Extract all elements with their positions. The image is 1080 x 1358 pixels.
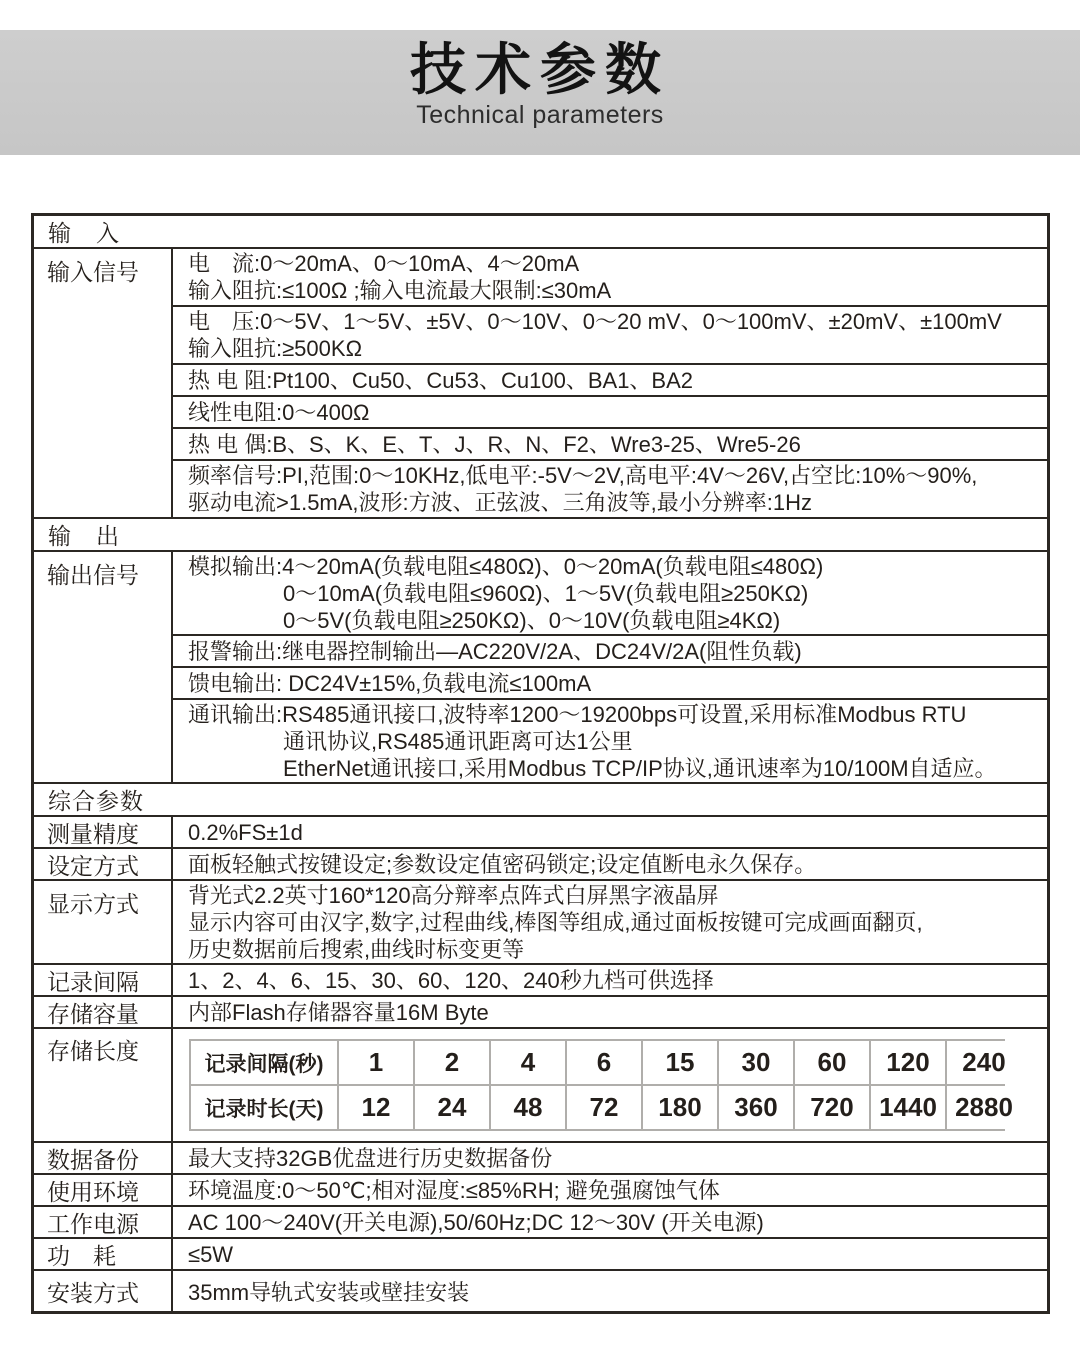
record-interval-content [173, 965, 1047, 995]
inner-row1-cell: 30 [719, 1041, 793, 1084]
comm-output-line-2: 通讯协议,RS485通讯距离可达1公里 [283, 728, 633, 754]
section-header-output [34, 517, 1047, 550]
backup-content [173, 1143, 1047, 1173]
row-record-interval [34, 963, 1047, 995]
subrow-alarm-output [173, 634, 1047, 666]
voltage-range-line: 电 压:0～5V、1～5V、±5V、0～10V、0～20 mV、0～100mV、±20mV、±100mV [188, 309, 1002, 334]
frequency-line-1: 频率信号:PI,范围:0～10KHz,低电平:-5V～2V,高电平:4V～26V,占空比:10%～90%, [188, 463, 978, 488]
inner-row1-cell: 1 [339, 1041, 413, 1084]
storage-length-table [189, 1039, 1013, 1131]
row-storage-capacity [34, 995, 1047, 1027]
subrow-thermocouple [173, 427, 1047, 459]
storage-length-content [173, 1029, 1047, 1141]
subrow-voltage [173, 305, 1047, 363]
subrow-frequency [173, 459, 1047, 517]
record-interval-value: 1、2、4、6、15、30、60、120、240秒九档可供选择 [188, 967, 714, 993]
row-input-signal [34, 247, 1047, 517]
environment-value: 环境温度:0～50℃;相对湿度:≤85%RH; 避免强腐蚀气体 [188, 1177, 720, 1203]
spec-table [31, 213, 1050, 1314]
row-output-signal [34, 550, 1047, 782]
consumption-label: 功 耗 [34, 1239, 173, 1269]
inner-row2-cell: 180 [643, 1086, 717, 1129]
record-interval-label: 记录间隔 [34, 965, 173, 995]
current-impedance-line: 输入阻抗:≤100Ω ;输入电流最大限制:≤30mA [188, 278, 612, 303]
storage-capacity-value: 内部Flash存储器容量16M Byte [188, 999, 489, 1025]
display-content [173, 881, 1047, 963]
row-setting [34, 847, 1047, 879]
inner-row1-header: 记录间隔(秒) [191, 1041, 337, 1084]
row-accuracy [34, 815, 1047, 847]
subrow-rtd [173, 363, 1047, 395]
inner-row1-cell: 2 [415, 1041, 489, 1084]
comm-output-line-3: EtherNet通讯接口,采用Modbus TCP/IP协议,通讯速率为10/100M自适应。 [283, 755, 997, 781]
subrow-feed-output [173, 666, 1047, 698]
row-backup [34, 1141, 1047, 1173]
inner-row2-cell: 48 [491, 1086, 565, 1129]
inner-row1-cell: 240 [947, 1041, 1021, 1084]
thermocouple-line: 热 电 偶:B、S、K、E、T、J、R、N、F2、Wre3-25、Wre5-26 [188, 431, 801, 457]
inner-row1-cell: 15 [643, 1041, 717, 1084]
inner-row2-cell: 1440 [871, 1086, 945, 1129]
inner-row1-cell: 6 [567, 1041, 641, 1084]
input-signal-label: 输入信号 [34, 249, 173, 517]
backup-value: 最大支持32GB优盘进行历史数据备份 [188, 1145, 553, 1171]
page-title: 技术参数 [410, 38, 670, 101]
backup-label: 数据备份 [34, 1143, 173, 1173]
subrow-analog-output [173, 552, 1047, 634]
row-storage-length [34, 1027, 1047, 1141]
section-header-general [34, 782, 1047, 815]
inner-row2-header: 记录时长(天) [191, 1086, 337, 1129]
comm-output-line-1: 通讯输出:RS485通讯接口,波特率1200～19200bps可设置,采用标准Modbus RTU [188, 701, 967, 727]
display-line-2: 显示内容可由汉字,数字,过程曲线,棒图等组成,通过面板按键可完成画面翻页, [188, 909, 923, 935]
row-environment [34, 1173, 1047, 1205]
environment-content [173, 1175, 1047, 1205]
section-header-input [34, 216, 1047, 247]
analog-output-line-1: 模拟输出:4～20mA(负载电阻≤480Ω)、0～20mA(负载电阻≤480Ω) [188, 553, 824, 579]
subrow-current [173, 249, 1047, 305]
mounting-label: 安装方式 [34, 1271, 173, 1311]
power-value: AC 100～240V(开关电源),50/60Hz;DC 12～30V (开关电源) [188, 1209, 764, 1235]
section-header-output-label: 输 出 [48, 523, 120, 549]
linear-resistance-line: 线性电阻:0～400Ω [188, 399, 370, 425]
page-header-banner [0, 30, 1080, 155]
input-signal-content [173, 249, 1047, 517]
storage-length-label: 存储长度 [34, 1029, 173, 1141]
inner-row2-cell: 24 [415, 1086, 489, 1129]
row-mounting [34, 1269, 1047, 1311]
inner-row1-cell: 4 [491, 1041, 565, 1084]
display-line-1: 背光式2.2英寸160*120高分辩率点阵式白屏黑字液晶屏 [188, 882, 719, 908]
output-signal-content [173, 552, 1047, 782]
storage-capacity-label: 存储容量 [34, 997, 173, 1027]
inner-row2-cell: 360 [719, 1086, 793, 1129]
subrow-linear-resistance [173, 395, 1047, 427]
accuracy-value: 0.2%FS±1d [188, 819, 303, 845]
rtd-line: 热 电 阻:Pt100、Cu50、Cu53、Cu100、BA1、BA2 [188, 367, 694, 393]
consumption-value: ≤5W [188, 1241, 234, 1267]
power-content [173, 1207, 1047, 1237]
subrow-comm-output [173, 698, 1047, 782]
consumption-content [173, 1239, 1047, 1269]
inner-row1-cell: 60 [795, 1041, 869, 1084]
inner-row1-cell: 120 [871, 1041, 945, 1084]
row-power [34, 1205, 1047, 1237]
display-label: 显示方式 [34, 881, 173, 963]
mounting-content [173, 1271, 1047, 1311]
analog-output-line-2: 0～10mA(负载电阻≤960Ω)、1～5V(负载电阻≥250KΩ) [283, 580, 809, 606]
setting-content [173, 849, 1047, 879]
inner-row2-cell: 2880 [947, 1086, 1021, 1129]
row-display [34, 879, 1047, 963]
frequency-line-2: 驱动电流>1.5mA,波形:方波、正弦波、三角波等,最小分辨率:1Hz [188, 490, 813, 515]
mounting-value: 35mm导轨式安装或壁挂安装 [188, 1280, 470, 1305]
current-range-line: 电 流:0～20mA、0～10mA、4～20mA [188, 251, 580, 276]
inner-row2-cell: 720 [795, 1086, 869, 1129]
accuracy-label: 测量精度 [34, 817, 173, 847]
page-subtitle: Technical parameters [416, 101, 664, 129]
section-header-input-label: 输 入 [48, 220, 120, 246]
power-label: 工作电源 [34, 1207, 173, 1237]
section-header-general-label: 综合参数 [48, 788, 144, 814]
feed-output-line: 馈电输出: DC24V±15%,负载电流≤100mA [188, 670, 592, 696]
accuracy-content [173, 817, 1047, 847]
inner-row2-cell: 12 [339, 1086, 413, 1129]
voltage-impedance-line: 输入阻抗:≥500KΩ [188, 336, 363, 361]
setting-value: 面板轻触式按键设定;参数设定值密码锁定;设定值断电永久保存。 [188, 851, 817, 877]
setting-label: 设定方式 [34, 849, 173, 879]
alarm-output-line: 报警输出:继电器控制输出—AC220V/2A、DC24V/2A(阻性负载) [188, 638, 802, 664]
display-line-3: 历史数据前后搜索,曲线时标变更等 [188, 936, 525, 962]
inner-row2-cell: 72 [567, 1086, 641, 1129]
storage-capacity-content [173, 997, 1047, 1027]
row-consumption [34, 1237, 1047, 1269]
environment-label: 使用环境 [34, 1175, 173, 1205]
output-signal-label: 输出信号 [34, 552, 173, 782]
analog-output-line-3: 0～5V(负载电阻≥250KΩ)、0～10V(负载电阻≥4KΩ) [283, 607, 781, 633]
